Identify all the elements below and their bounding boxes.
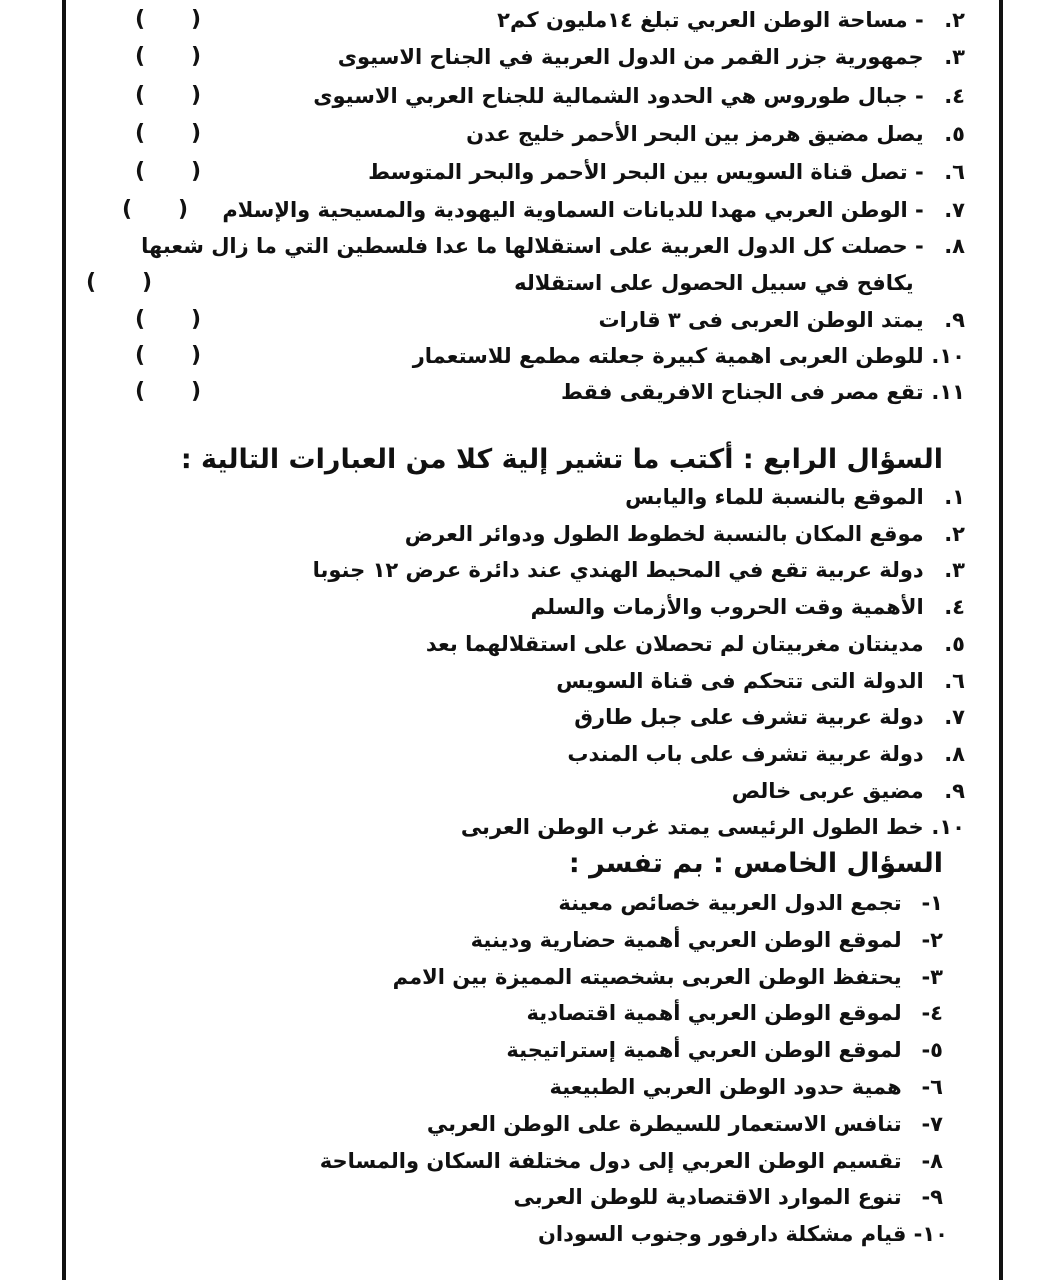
item-text: قيام مشكلة دارفور وجنوب السودان [537, 1222, 907, 1247]
item-number: ١٠. [931, 344, 965, 368]
list-item [141, 231, 965, 261]
item-number: ١. [944, 485, 965, 509]
item-text: الأهمية وقت الحروب والأزمات والسلم [530, 595, 924, 620]
list-item [461, 812, 965, 842]
page-border-right [999, 0, 1003, 1280]
item-number: ١١. [931, 380, 965, 404]
list-item [471, 925, 943, 955]
list-item [427, 1109, 943, 1139]
item-text: خط الطول الرئيسى يمتد غرب الوطن العربى [460, 815, 924, 840]
item-number: ٩- [921, 1185, 943, 1210]
item-number: ٣- [921, 964, 943, 989]
list-item [222, 195, 965, 225]
list-item [368, 157, 965, 187]
item-text: موقع المكان بالنسبة لخطوط الطول ودوائر العرض [404, 521, 924, 546]
item-text: - تصل قناة السويس بين البحر الأحمر والبحر المتوسط [368, 160, 924, 184]
list-item [556, 666, 965, 696]
list-item [732, 776, 965, 806]
list-item [514, 268, 955, 298]
answer-brackets[interactable]: ( ) [135, 83, 202, 108]
item-text: الموقع بالنسبة للماء واليابس [625, 485, 924, 509]
item-text: - الوطن العربي مهدا للديانات السماوية اليهودية والمسيحية والإسلام [222, 198, 924, 222]
item-text: تقع مصر فى الجناح الافريقى فقط [560, 380, 924, 404]
item-number: ٣. [944, 558, 965, 583]
item-number: ٩. [944, 778, 965, 803]
item-text: للوطن العربى اهمية كبيرة جعلته مطمع للاستعمار [412, 344, 924, 368]
item-text: - حصلت كل الدول العربية على استقلالها ما عدا فلسطين التي ما زال شعبها [141, 234, 924, 258]
item-text: دولة عربية تشرف على باب المندب [567, 741, 924, 766]
list-item [625, 482, 965, 512]
item-text: همية حدود الوطن العربي الطبيعية [549, 1075, 902, 1099]
item-text: مدينتان مغربيتان لم تحصلان على استقلالهما بعد [425, 631, 924, 656]
list-item [320, 1146, 943, 1176]
item-text: تنوع الموارد الاقتصادية للوطن العربى [513, 1185, 902, 1210]
list-item [393, 962, 943, 992]
list-item [338, 42, 965, 72]
answer-brackets[interactable]: ( ) [135, 159, 202, 184]
item-number: ٩. [944, 308, 965, 332]
item-number: ١٠- [913, 1222, 948, 1247]
answer-brackets[interactable]: ( ) [86, 270, 153, 295]
item-text: لموقع الوطن العربي أهمية حضارية ودينية [470, 927, 902, 952]
answer-brackets[interactable]: ( ) [135, 307, 202, 332]
list-item [574, 702, 965, 732]
list-item [313, 555, 965, 585]
question-5-heading: السؤال الخامس : بم تفسر : [568, 848, 943, 879]
item-text: دولة عربية تقع في المحيط الهندي عند دائرة عرض ١٢ جنوبا [312, 558, 924, 583]
item-text: جمهورية جزر القمر من الدول العربية في الجناح الاسيوى [337, 45, 924, 69]
list-item [506, 1035, 943, 1065]
list-item [426, 629, 965, 659]
item-number: ٤- [921, 1001, 943, 1026]
list-item [549, 1072, 943, 1102]
item-text: لموقع الوطن العربي أهمية اقتصادية [526, 1001, 902, 1026]
item-number: ٥- [921, 1038, 943, 1063]
item-number: ٧- [921, 1111, 943, 1136]
list-item [514, 1182, 943, 1212]
list-item [527, 998, 943, 1028]
answer-brackets[interactable]: ( ) [122, 197, 189, 222]
list-item [531, 592, 965, 622]
item-number: ٥. [944, 122, 965, 146]
answer-brackets[interactable]: ( ) [135, 7, 202, 32]
list-item [561, 377, 965, 407]
list-item [538, 1219, 948, 1249]
item-number: ٦- [921, 1075, 943, 1099]
item-number: ٦. [944, 668, 965, 693]
item-number: ٨. [944, 234, 965, 258]
list-item [313, 81, 965, 111]
list-item [497, 5, 965, 35]
item-text: لموقع الوطن العربي أهمية إستراتيجية [506, 1038, 902, 1063]
answer-brackets[interactable]: ( ) [135, 121, 202, 146]
answer-brackets[interactable]: ( ) [135, 44, 202, 69]
item-text: تقسيم الوطن العربي إلى دول مختلفة السكان والمساحة [319, 1148, 902, 1173]
item-text: مضيق عربى خالص [731, 778, 924, 803]
item-number: ٧. [944, 705, 965, 730]
item-text: تنافس الاستعمار للسيطرة على الوطن العربي [426, 1111, 902, 1136]
item-number: ٣. [944, 45, 965, 69]
list-item [599, 305, 965, 335]
question-4-heading: السؤال الرابع : أكتب ما تشير إلية كلا من العبارات التالية : [180, 444, 943, 475]
item-text: - جبال طوروس هي الحدود الشمالية للجناح العربي الاسيوى [313, 84, 924, 108]
list-item [567, 739, 965, 769]
item-number: ٧. [944, 198, 965, 222]
item-text: يمتد الوطن العربى فى ٣ قارات [598, 308, 924, 332]
item-number: ٤. [944, 84, 965, 108]
item-number: ٨- [921, 1148, 943, 1173]
page-border-left [62, 0, 66, 1280]
item-text: يكافح في سبيل الحصول على استقلاله [514, 271, 914, 295]
item-number: ٥. [944, 631, 965, 656]
item-number: ٤. [944, 595, 965, 620]
item-text: - مساحة الوطن العربي تبلغ ١٤مليون كم٢ [497, 8, 924, 32]
item-number: ١- [921, 891, 943, 915]
item-text: الدولة التى تتحكم فى قناة السويس [556, 668, 924, 693]
item-number: ٢- [921, 927, 943, 952]
list-item [413, 341, 965, 371]
item-text: تجمع الدول العربية خصائص معينة [558, 891, 902, 915]
answer-brackets[interactable]: ( ) [135, 343, 202, 368]
item-text: دولة عربية تشرف على جبل طارق [574, 705, 924, 730]
item-number: ٢. [944, 521, 965, 546]
item-number: ٦. [944, 160, 965, 184]
item-number: ٢. [944, 8, 965, 32]
list-item [558, 888, 943, 918]
item-text: يحتفظ الوطن العربى بشخصيته المميزة بين الامم [392, 964, 902, 989]
list-item [466, 119, 965, 149]
item-text: يصل مضيق هرمز بين البحر الأحمر خليج عدن [466, 122, 924, 146]
answer-brackets[interactable]: ( ) [135, 379, 202, 404]
item-number: ٨. [944, 741, 965, 766]
list-item [405, 519, 965, 549]
item-number: ١٠. [931, 815, 965, 840]
